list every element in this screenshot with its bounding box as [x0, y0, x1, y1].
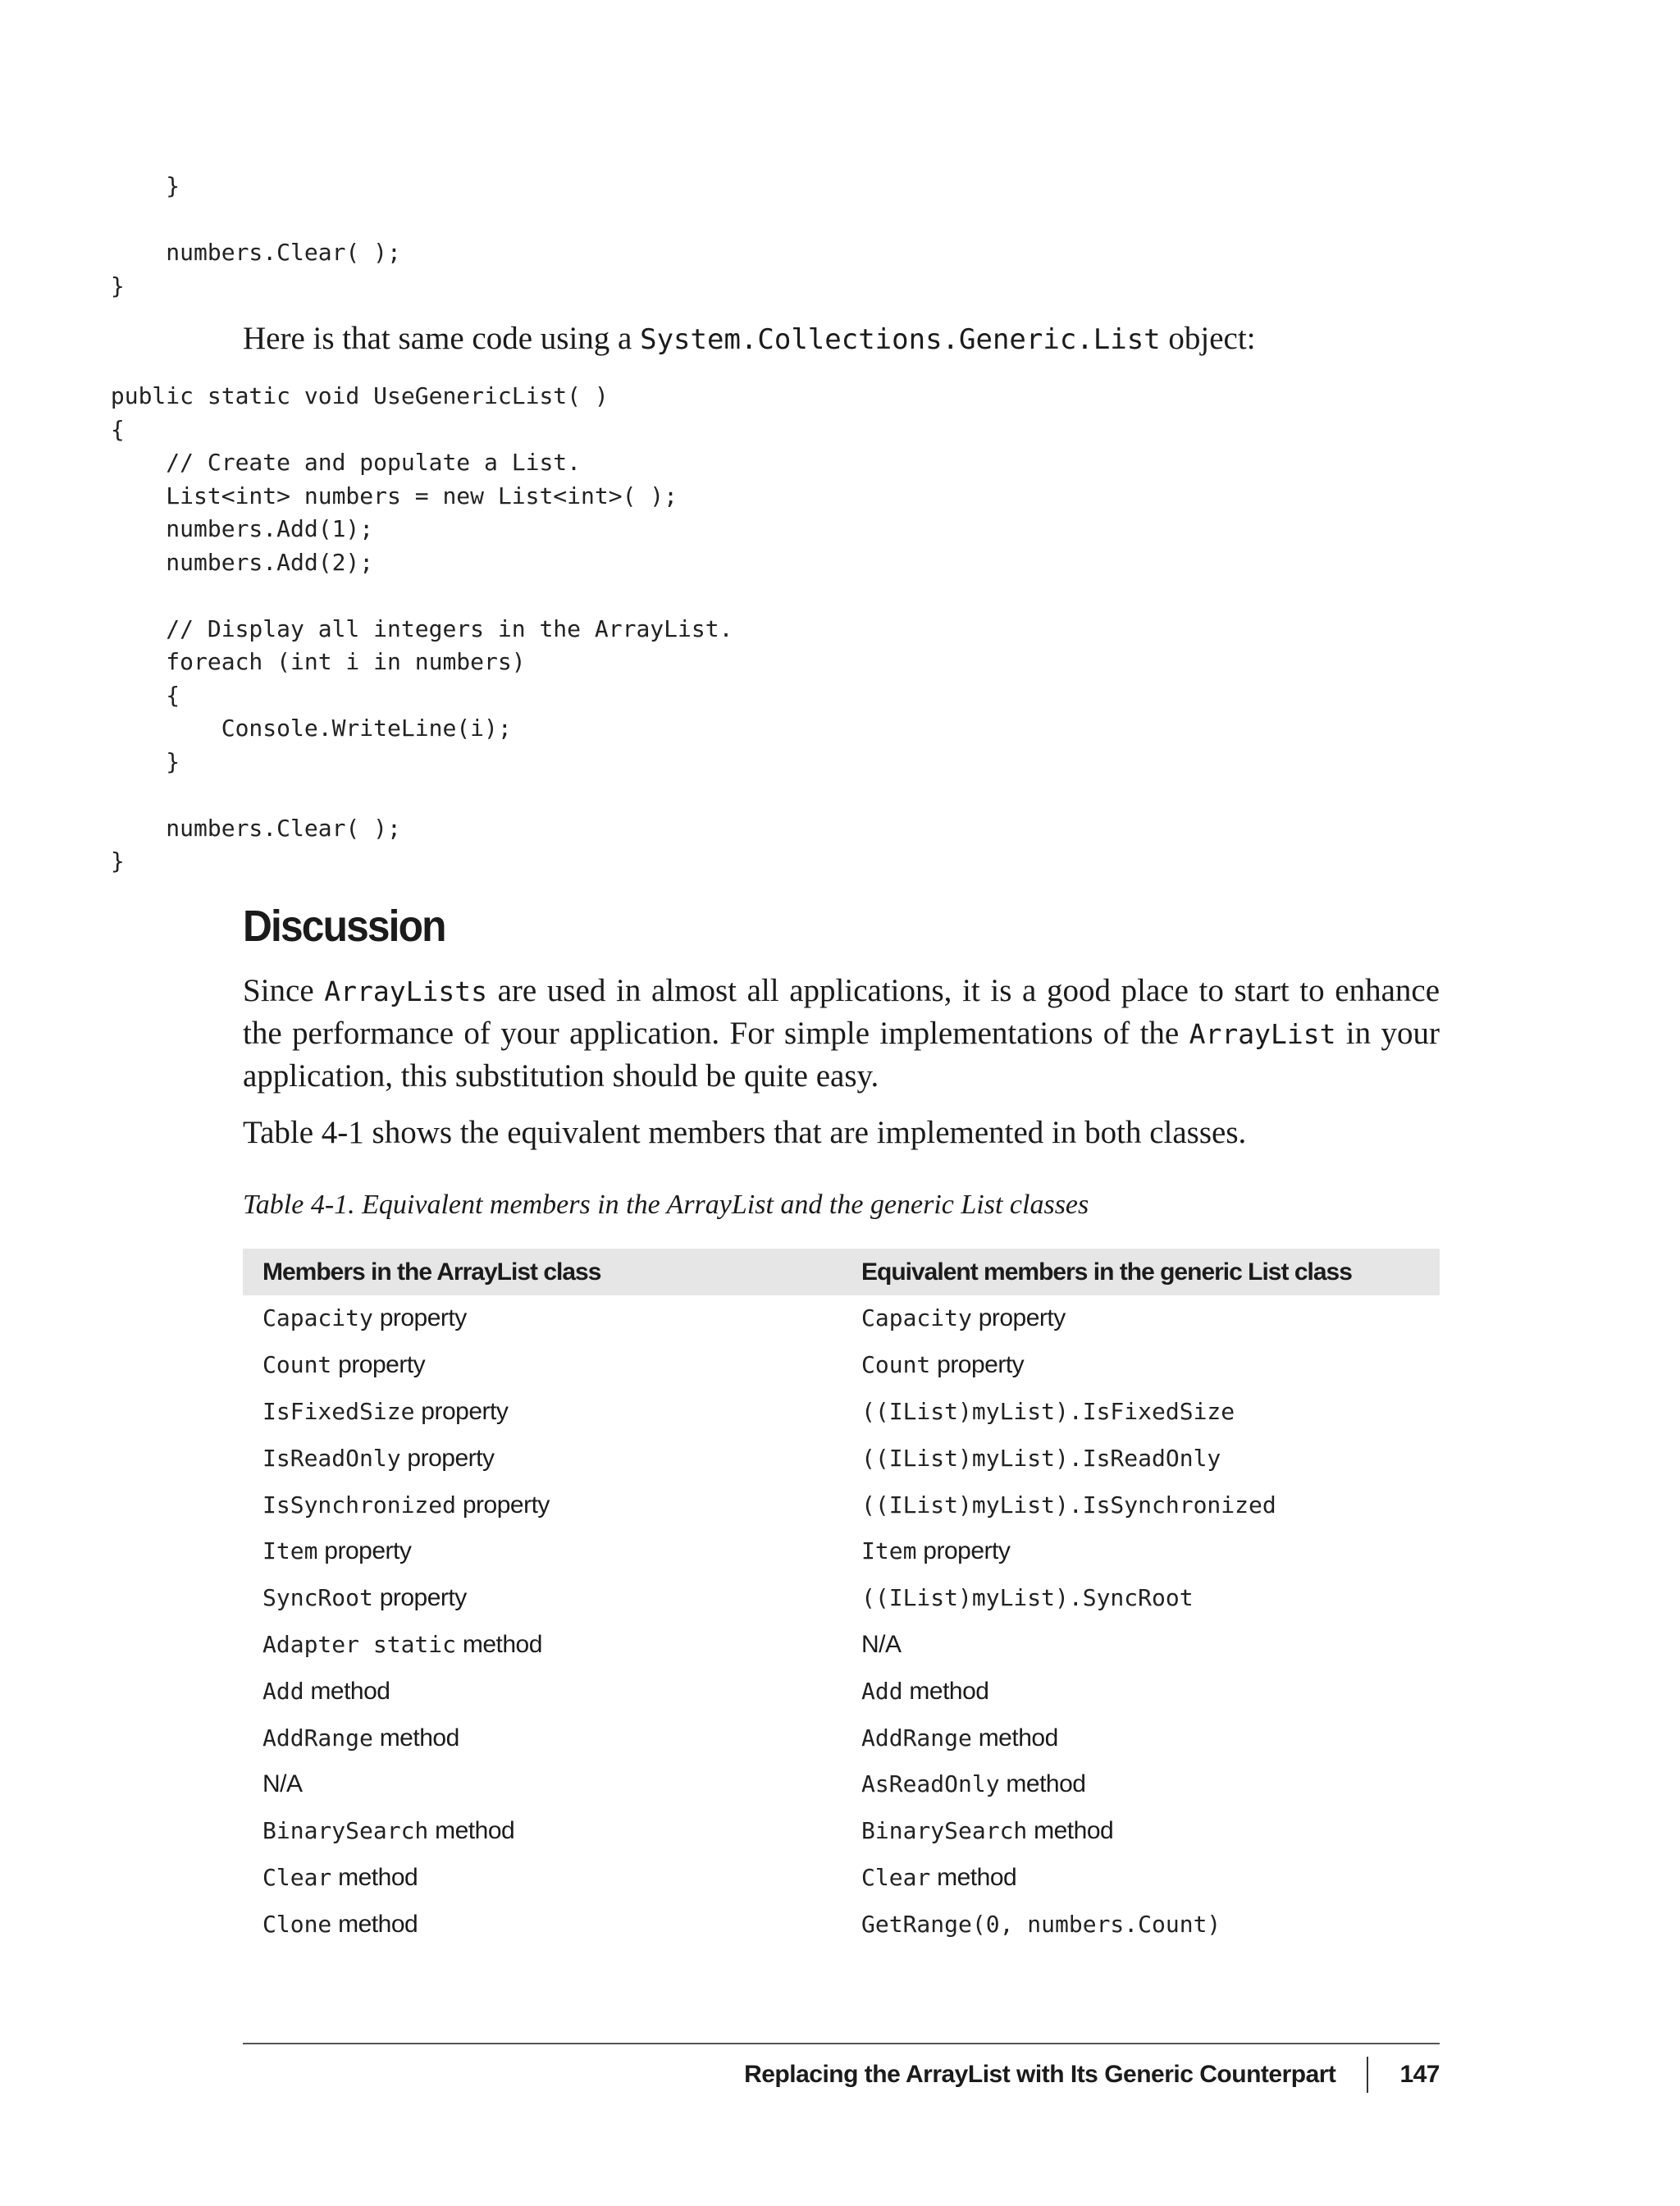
cell-code-text: ((IList)myList).IsReadOnly	[861, 1444, 1221, 1472]
cell-code-text: Adapter static	[262, 1630, 457, 1658]
cell-word-text: property	[331, 1351, 426, 1379]
code-listing-top	[0, 170, 401, 303]
table-row	[243, 1342, 1440, 1389]
cell-word-text: property	[916, 1537, 1011, 1565]
table-cell	[842, 1668, 1440, 1715]
cell-code-text: Capacity	[262, 1304, 373, 1332]
members-table	[243, 1249, 1440, 1948]
table-header-cell: Members in the ArrayList class	[243, 1249, 842, 1295]
table-cell	[243, 1528, 842, 1575]
cell-code-text: Clear	[861, 1863, 931, 1891]
cell-code-text: Clone	[262, 1910, 332, 1938]
para1-text-2: are used in almost all applications, it is a good place to start to enhance the performance of your application. For simple implementations of the	[243, 973, 1440, 1051]
code-line: numbers.Clear( );	[0, 239, 401, 266]
cell-word-text: N/A	[861, 1630, 902, 1658]
table-row	[243, 1389, 1440, 1436]
section-heading: Discussion	[243, 902, 445, 951]
para1-code-1: ArrayLists	[324, 975, 487, 1007]
cell-word-text: method	[999, 1770, 1086, 1798]
table-reference-paragraph: Table 4-1 shows the equivalent members that are implemented in both classes.	[243, 1115, 1247, 1150]
page-number: 147	[1399, 2061, 1440, 2088]
code-line: }	[0, 272, 125, 299]
para1-text-1: Since	[243, 973, 325, 1008]
table-cell	[243, 1901, 842, 1948]
cell-word-text: method	[331, 1863, 418, 1891]
code-line: public static void UseGenericList( )	[0, 382, 609, 409]
table-row	[243, 1901, 1440, 1948]
table-cell	[243, 1482, 842, 1528]
footer-separator	[1367, 2057, 1368, 2093]
intro-code: System.Collections.Generic.List	[640, 323, 1161, 356]
code-line: numbers.Add(2);	[0, 548, 374, 576]
table-cell	[243, 1668, 842, 1715]
code-line	[0, 779, 733, 812]
code-line: }	[0, 847, 125, 875]
cell-word-text: property	[414, 1397, 509, 1425]
cell-code-text: AddRange	[861, 1724, 972, 1752]
table-cell	[842, 1389, 1440, 1436]
table-cell	[842, 1482, 1440, 1528]
code-listing-main	[0, 380, 733, 879]
code-line: List<int> numbers = new List<int>( );	[0, 482, 678, 509]
table-cell	[842, 1808, 1440, 1855]
cell-word-text: property	[971, 1304, 1066, 1332]
footer-section-title: Replacing the ArrayList with Its Generic Counterpart	[744, 2061, 1336, 2088]
table-cell	[842, 1622, 1440, 1669]
table-cell	[842, 1715, 1440, 1761]
table-row	[243, 1482, 1440, 1528]
cell-code-text: Add	[262, 1677, 304, 1705]
table-cell	[842, 1528, 1440, 1575]
table-row	[243, 1668, 1440, 1715]
cell-code-text: BinarySearch	[861, 1817, 1028, 1845]
table-cell	[842, 1435, 1440, 1482]
table-caption: Table 4-1. Equivalent members in the ArrayList and the generic List classes	[243, 1190, 1089, 1220]
cell-word-text: method	[930, 1863, 1017, 1891]
table-cell	[243, 1622, 842, 1669]
table-cell	[243, 1435, 842, 1482]
cell-code-text: IsSynchronized	[262, 1491, 457, 1519]
cell-word-text: method	[428, 1817, 515, 1845]
cell-code-text: Add	[861, 1677, 903, 1705]
cell-code-text: AsReadOnly	[861, 1770, 1000, 1798]
cell-code-text: Count	[262, 1351, 332, 1379]
table-cell	[842, 1295, 1440, 1342]
cell-word-text: method	[304, 1677, 390, 1705]
table-cell	[842, 1901, 1440, 1948]
cell-word-text: method	[1027, 1817, 1114, 1845]
table-cell	[842, 1575, 1440, 1622]
table-row	[243, 1622, 1440, 1669]
table-row	[243, 1715, 1440, 1761]
para1-code-2: ArrayList	[1189, 1018, 1336, 1050]
code-line: }	[0, 172, 180, 199]
cell-word-text: N/A	[262, 1770, 303, 1798]
cell-word-text: property	[930, 1351, 1025, 1379]
intro-sentence	[243, 318, 1256, 360]
table-cell	[842, 1342, 1440, 1389]
table-row	[243, 1808, 1440, 1855]
cell-word-text: property	[456, 1491, 550, 1519]
cell-code-text: Count	[861, 1351, 931, 1379]
intro-text-before: Here is that same code using a	[243, 321, 641, 356]
table-cell	[243, 1389, 842, 1436]
cell-code-text: IsFixedSize	[262, 1397, 415, 1425]
table-cell	[842, 1761, 1440, 1808]
table-row	[243, 1528, 1440, 1575]
table-header-row	[243, 1249, 1440, 1295]
table-cell	[243, 1342, 842, 1389]
code-line: numbers.Add(1);	[0, 515, 374, 542]
cell-word-text: property	[372, 1304, 467, 1332]
table-row	[243, 1761, 1440, 1808]
code-line: }	[0, 747, 180, 775]
page-footer	[243, 2054, 1440, 2095]
cell-word-text: property	[400, 1444, 495, 1472]
code-line: Console.WriteLine(i);	[0, 715, 512, 742]
footer-rule	[243, 2043, 1440, 2044]
code-line: {	[0, 681, 180, 709]
table-cell	[243, 1808, 842, 1855]
code-line: foreach (int i in numbers)	[0, 648, 526, 675]
intro-text-after: object:	[1160, 321, 1256, 356]
table-row	[243, 1435, 1440, 1482]
cell-word-text: method	[971, 1724, 1058, 1752]
table-row	[243, 1855, 1440, 1902]
cell-code-text: SyncRoot	[262, 1584, 373, 1612]
table-cell	[243, 1295, 842, 1342]
code-line: // Display all integers in the ArrayList.	[0, 614, 733, 642]
discussion-paragraph	[243, 970, 1440, 1097]
code-line: // Create and populate a List.	[0, 449, 582, 476]
para1-text-3: in your application, this substitution should be quite easy.	[243, 1016, 1440, 1094]
cell-code-text: Capacity	[861, 1304, 972, 1332]
cell-code-text: IsReadOnly	[262, 1444, 401, 1472]
table-row	[243, 1575, 1440, 1622]
table-header-cell: Equivalent members in the generic List class	[842, 1249, 1440, 1295]
cell-code-text: ((IList)myList).IsFixedSize	[861, 1397, 1235, 1425]
cell-word-text: method	[331, 1910, 418, 1938]
cell-code-text: Item	[262, 1537, 318, 1565]
cell-code-text: Clear	[262, 1863, 332, 1891]
code-line: numbers.Clear( );	[0, 814, 401, 842]
table-row	[243, 1295, 1440, 1342]
cell-code-text: BinarySearch	[262, 1817, 429, 1845]
cell-word-text: method	[372, 1724, 459, 1752]
cell-code-text: GetRange(0, numbers.Count)	[861, 1910, 1221, 1938]
cell-word-text: property	[317, 1537, 412, 1565]
table-cell	[842, 1855, 1440, 1902]
code-line: {	[0, 415, 125, 443]
table-cell	[243, 1715, 842, 1761]
cell-code-text: AddRange	[262, 1724, 373, 1752]
table-cell	[243, 1761, 842, 1808]
cell-word-text: method	[902, 1677, 989, 1705]
code-line	[0, 203, 401, 237]
table-cell	[243, 1855, 842, 1902]
code-line	[0, 579, 733, 613]
table-cell	[243, 1575, 842, 1622]
cell-code-text: Item	[861, 1537, 917, 1565]
cell-word-text: property	[372, 1584, 467, 1612]
cell-code-text: ((IList)myList).SyncRoot	[861, 1584, 1194, 1612]
cell-code-text: ((IList)myList).IsSynchronized	[861, 1491, 1276, 1519]
cell-word-text: method	[456, 1630, 542, 1658]
